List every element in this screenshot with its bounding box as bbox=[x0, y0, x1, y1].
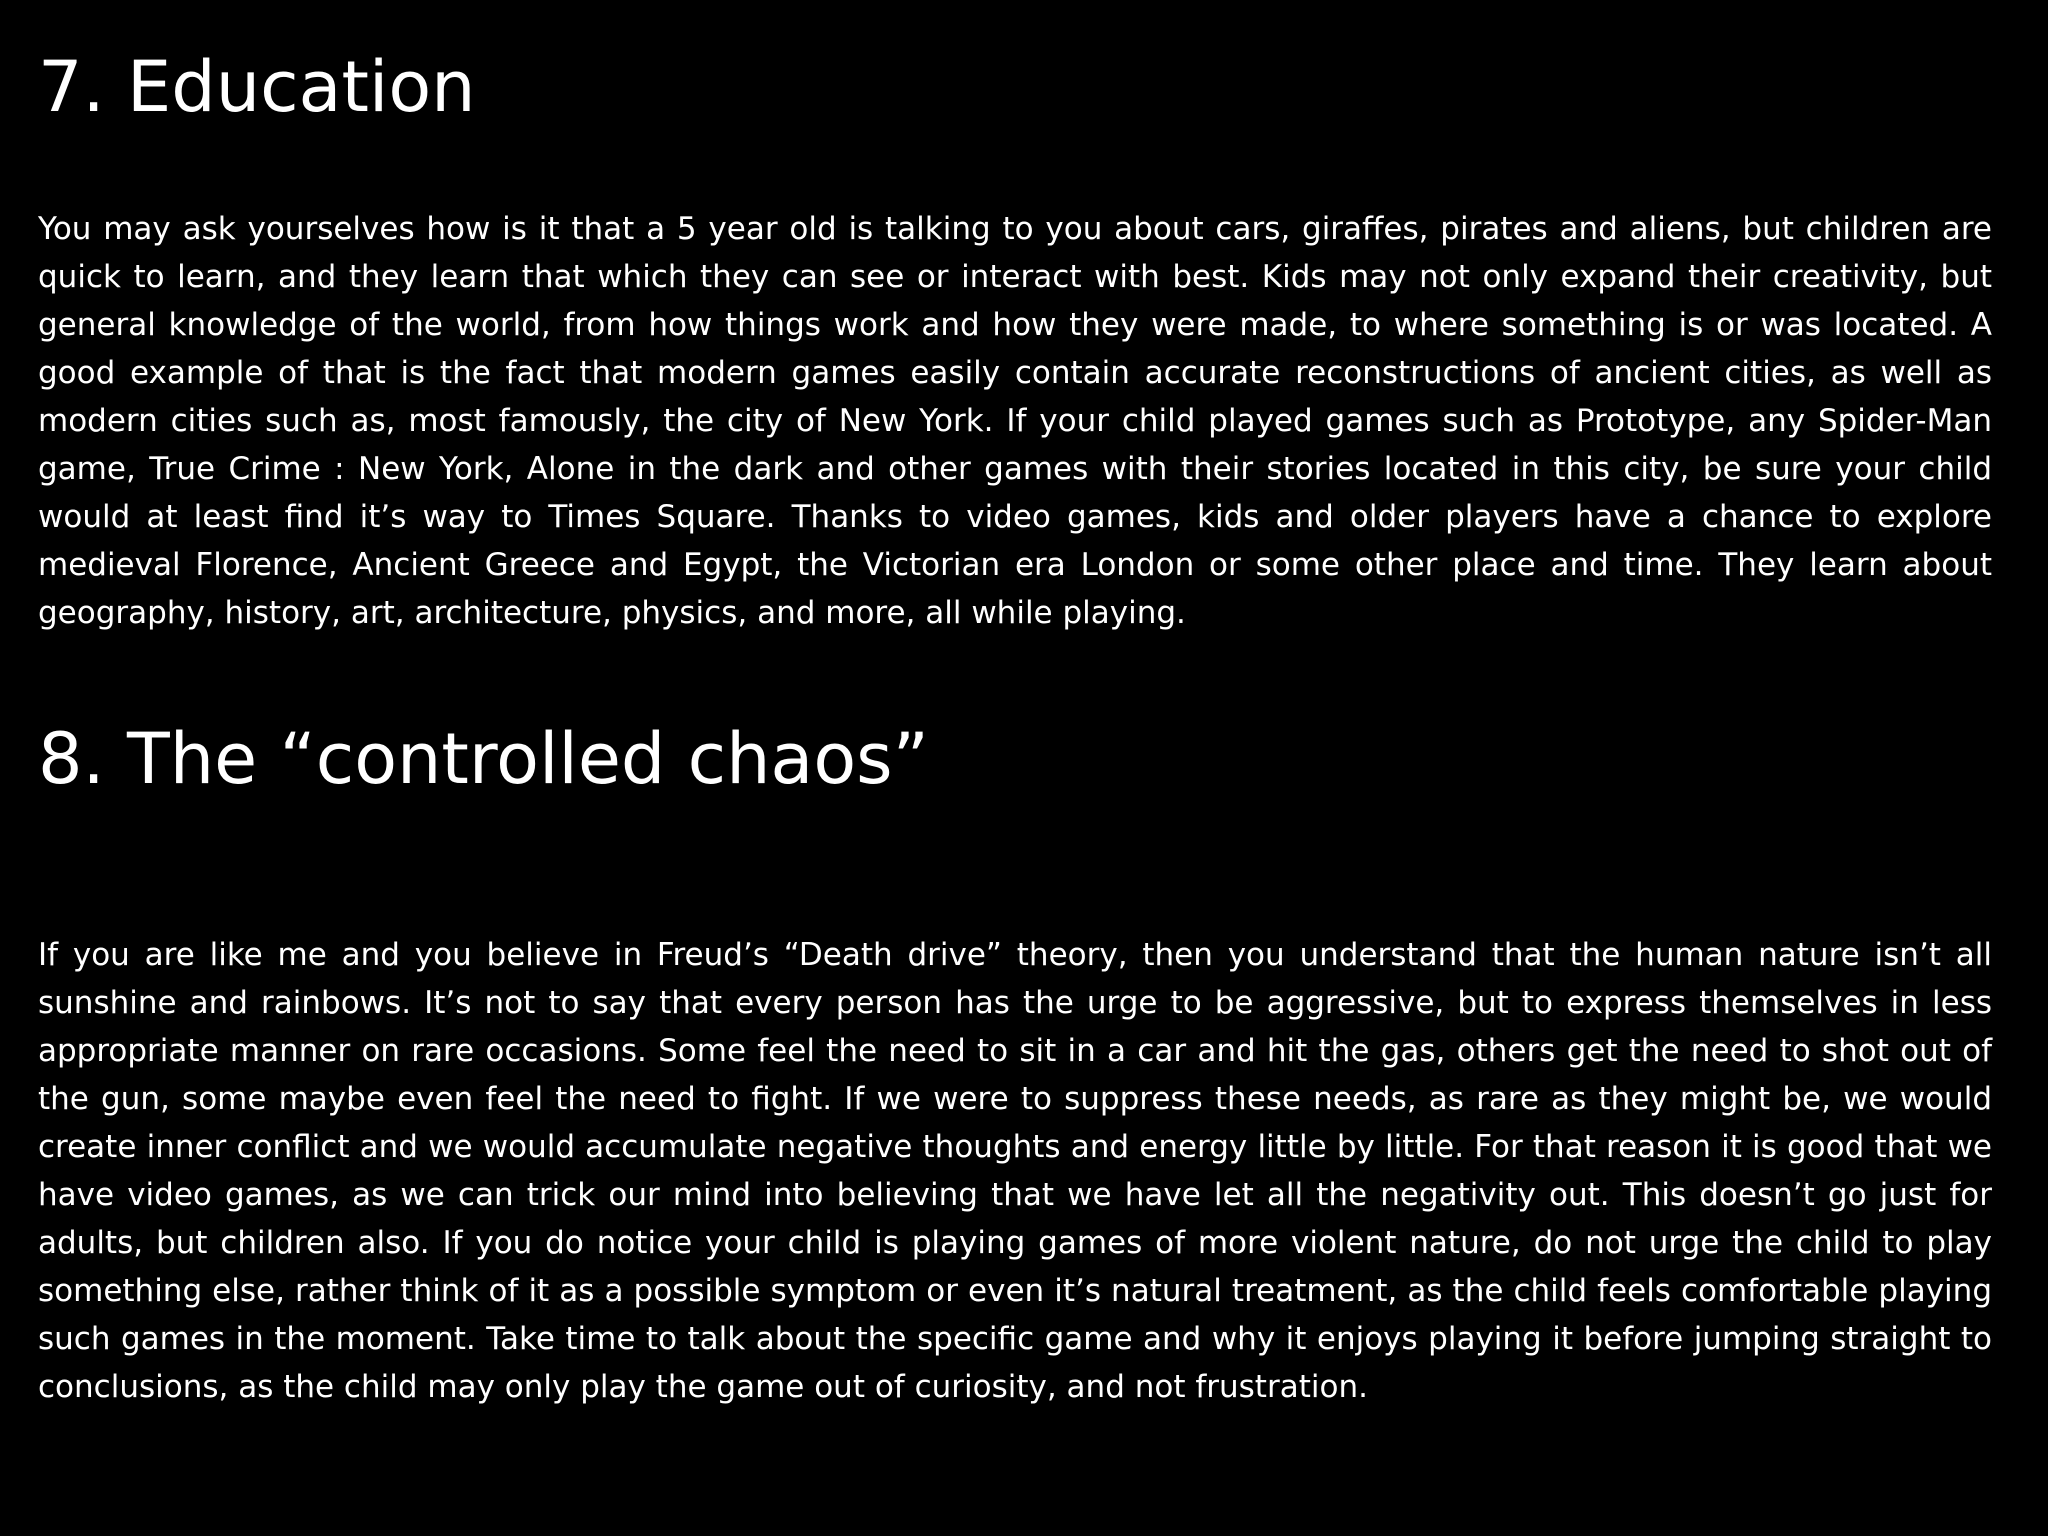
section-body-education: You may ask yourselves how is it that a 5 year old is talking to you about cars, giraffes, pirates and aliens, but children are quick to learn, and they learn that which they can see or interact with best. Kids may not only expand their creativity, but general knowledge of the world, from how things work and how they were made, to where something is or was located. A good example of that is the fact that modern games easily contain accurate reconstructions of ancient cities, as well as modern cities such as, most famously, the city of New York. If your child played games such as Prototype, any Spider-Man game, True Crime : New York, Alone in the dark and other games with their stories located in this city, be sure your child would at least find it’s way to Times Square. Thanks to video games, kids and older players have a chance to explore medieval Florence, Ancient Greece and Egypt, the Victorian era London or some other place and time. They learn about geography, history, art, architecture, physics, and more, all while playing. bbox=[38, 211, 1992, 631]
section-heading-education: 7. Education bbox=[38, 46, 476, 128]
section-heading-controlled-chaos: 8. The “controlled chaos” bbox=[38, 718, 929, 800]
section-body-controlled-chaos: If you are like me and you believe in Freud’s “Death drive” theory, then you understand that the human nature isn’t all sunshine and rainbows. It’s not to say that every person has the urge to be aggressive, but to express themselves in less appropriate manner on rare occasions. Some feel the need to sit in a car and hit the gas, others get the need to shot out of the gun, some maybe even feel the need to fight. If we were to suppress these needs, as rare as they might be, we would create inner conflict and we would accumulate negative thoughts and energy little by little. For that reason it is good that we have video games, as we can trick our mind into believing that we have let all the negativity out. This doesn’t go just for adults, but children also. If you do notice your child is playing games of more violent nature, do not urge the child to play something else, rather think of it as a possible symptom or even it’s natural treatment, as the child feels comfortable playing such games in the moment. Take time to talk about the specific game and why it enjoys playing it before jumping straight to conclusions, as the child may only play the game out of curiosity, and not frustration. bbox=[38, 937, 1992, 1405]
